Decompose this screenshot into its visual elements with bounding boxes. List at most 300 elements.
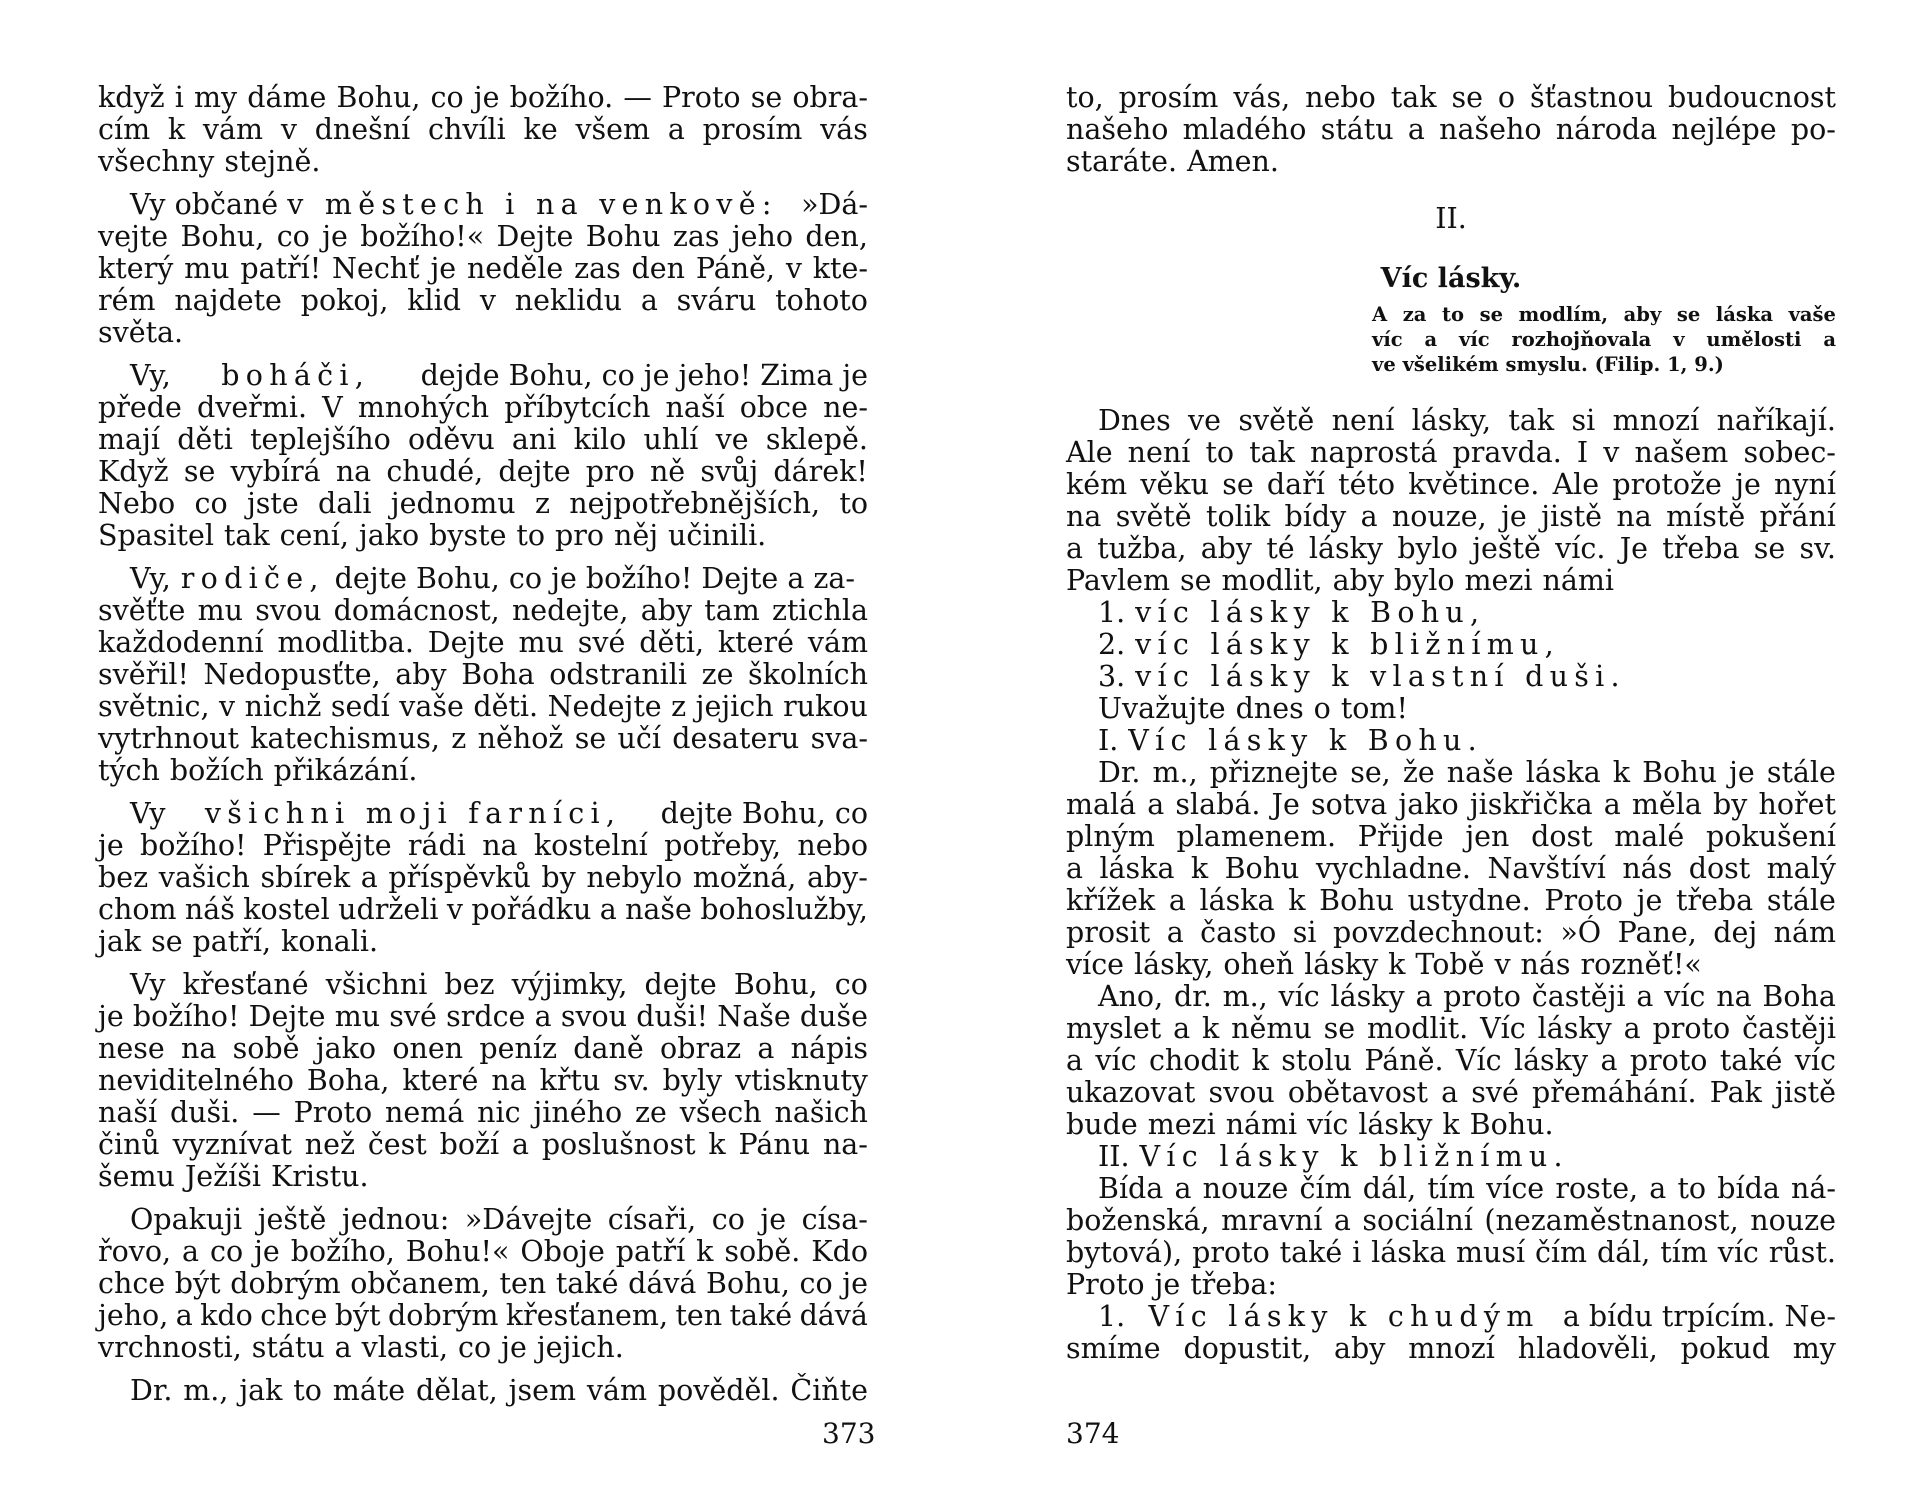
word: my bbox=[194, 81, 238, 114]
word: když bbox=[98, 81, 165, 114]
word: Páně, bbox=[695, 252, 775, 285]
word: k bbox=[1612, 756, 1631, 789]
word: kostelní bbox=[533, 829, 648, 862]
word: »Ó bbox=[1560, 916, 1602, 949]
text-line bbox=[98, 926, 868, 958]
word: jako bbox=[1398, 788, 1459, 821]
word: proto bbox=[1192, 1236, 1270, 1269]
word: občanem, bbox=[350, 1267, 490, 1300]
word: Je bbox=[1271, 788, 1300, 821]
word: k bbox=[1442, 1108, 1460, 1141]
word: a bbox=[1424, 328, 1438, 351]
word: neviditelného bbox=[98, 1064, 294, 1097]
word: ne- bbox=[823, 391, 868, 424]
word: klid bbox=[407, 284, 462, 317]
word: místě bbox=[1666, 500, 1746, 533]
word: pokoj, bbox=[300, 284, 389, 317]
word: a bbox=[1333, 1204, 1351, 1237]
text-line bbox=[98, 969, 868, 1001]
word: proto bbox=[1443, 980, 1521, 1013]
word: chce bbox=[98, 1267, 166, 1300]
word: pověděl. bbox=[657, 1374, 780, 1407]
word: Dejte bbox=[496, 220, 574, 253]
word: v bbox=[1603, 436, 1620, 469]
word: vrchnosti, bbox=[98, 1331, 242, 1364]
word: příbytcích bbox=[504, 391, 651, 424]
word: ná- bbox=[1790, 1172, 1836, 1205]
word: sváru bbox=[676, 284, 757, 317]
text-line bbox=[1066, 693, 1836, 725]
word: dopustit, bbox=[1183, 1332, 1312, 1365]
word: Boha, bbox=[306, 1064, 390, 1097]
word: ze bbox=[701, 658, 734, 691]
word: školních bbox=[748, 658, 868, 691]
text-line bbox=[98, 1375, 868, 1407]
word: také bbox=[1719, 1044, 1783, 1077]
word: — bbox=[623, 81, 652, 114]
word: mají bbox=[98, 423, 160, 456]
word: obraz bbox=[660, 1032, 742, 1065]
word: se bbox=[574, 722, 607, 755]
word: bylo bbox=[1397, 532, 1458, 565]
word: božích bbox=[169, 754, 264, 787]
word: modlit, bbox=[1221, 564, 1323, 597]
word: víc bbox=[1459, 328, 1490, 351]
word: — bbox=[252, 1096, 281, 1129]
word: nás bbox=[1622, 852, 1673, 885]
word: jiného bbox=[533, 1096, 623, 1129]
word: ještě bbox=[1472, 532, 1541, 565]
word: ze bbox=[634, 1096, 667, 1129]
text-fragment: Vy, bbox=[130, 359, 171, 392]
spaced-emphasis: Víc lásky k chudým bbox=[1148, 1300, 1540, 1333]
word: státu bbox=[251, 1331, 325, 1364]
word: tak bbox=[223, 519, 270, 552]
text-fragment: Vy, bbox=[130, 562, 171, 595]
word: z bbox=[671, 690, 687, 723]
word: všech bbox=[679, 1096, 762, 1129]
word: Páně. bbox=[1364, 1044, 1444, 1077]
word: bytová), bbox=[1066, 1236, 1183, 1269]
word: děti bbox=[177, 423, 233, 456]
word: přiznejte bbox=[1209, 756, 1339, 789]
word: z bbox=[451, 722, 467, 755]
word: božího! bbox=[140, 829, 247, 862]
word: nese bbox=[98, 1032, 165, 1065]
word: v bbox=[1673, 328, 1685, 351]
word: než bbox=[304, 1128, 355, 1161]
word: A bbox=[1372, 303, 1388, 326]
word: k bbox=[167, 113, 186, 146]
word: naše bbox=[625, 893, 692, 926]
word: vyznívat bbox=[172, 1128, 292, 1161]
word: tohoto bbox=[775, 284, 868, 317]
word: stále bbox=[1766, 756, 1836, 789]
word: křesťanem, bbox=[505, 1299, 669, 1332]
word: neklidu bbox=[514, 284, 623, 317]
word: za bbox=[1402, 303, 1427, 326]
text-line bbox=[1066, 469, 1836, 501]
word: a bbox=[1066, 1044, 1083, 1077]
word: my bbox=[1792, 1332, 1836, 1365]
spaced-emphasis: rodiče, bbox=[180, 562, 325, 595]
word: ztichla bbox=[771, 594, 868, 627]
word: hořet bbox=[1758, 788, 1836, 821]
word: vás, bbox=[1233, 81, 1291, 114]
word: dejte bbox=[644, 968, 717, 1001]
word: smíme bbox=[1066, 1332, 1161, 1365]
word: víc bbox=[1717, 1236, 1759, 1269]
word: vybírá bbox=[230, 455, 321, 488]
word: Boha bbox=[461, 658, 535, 691]
word: plamenem. bbox=[1176, 820, 1337, 853]
word: srdce bbox=[446, 1000, 526, 1033]
word: každodenní bbox=[98, 626, 264, 659]
word: dává bbox=[628, 1267, 697, 1300]
text-line bbox=[1066, 82, 1836, 114]
word: všem bbox=[575, 113, 651, 146]
word: sva- bbox=[810, 722, 868, 755]
list-item bbox=[1066, 597, 1836, 629]
word: a bbox=[1649, 1172, 1667, 1205]
word: naše bbox=[1446, 756, 1514, 789]
word: svou bbox=[1208, 1076, 1275, 1109]
list-item bbox=[1066, 629, 1836, 661]
word: vtisknuty bbox=[735, 1064, 868, 1097]
word: naší bbox=[98, 1096, 158, 1129]
word: peníz bbox=[479, 1032, 558, 1065]
word: národa bbox=[1555, 113, 1658, 146]
word: Dr. bbox=[130, 1374, 173, 1407]
word: stejně. bbox=[224, 145, 321, 178]
word: co bbox=[276, 220, 310, 253]
text-line bbox=[1066, 114, 1836, 146]
word: pořádku bbox=[471, 893, 592, 926]
word: květince. bbox=[1408, 468, 1540, 501]
word: nejlépe bbox=[1671, 113, 1777, 146]
word: rozhojňovala bbox=[1511, 328, 1652, 351]
word: je bbox=[1729, 756, 1755, 789]
word: k bbox=[1190, 852, 1209, 885]
word: svěřil! bbox=[98, 658, 189, 691]
word: které bbox=[717, 626, 794, 659]
word: vám bbox=[202, 113, 264, 146]
word: není bbox=[1127, 436, 1191, 469]
word: ve bbox=[1372, 353, 1396, 376]
word: Pak bbox=[1709, 1076, 1762, 1109]
word: mezi bbox=[1147, 1108, 1216, 1141]
word: třeba bbox=[1675, 884, 1754, 917]
word: slabá. bbox=[1175, 788, 1261, 821]
word: dej bbox=[1713, 916, 1758, 949]
word: co bbox=[430, 81, 464, 114]
word: bohoslužby, bbox=[700, 893, 868, 926]
word: k bbox=[1201, 1012, 1220, 1045]
word: oděvu bbox=[407, 423, 495, 456]
word: bylo bbox=[1393, 564, 1455, 597]
text-line bbox=[98, 1204, 868, 1236]
word: svěťte bbox=[98, 594, 186, 627]
text-line bbox=[1066, 949, 1836, 981]
text-line bbox=[98, 723, 868, 755]
word: Nebo bbox=[98, 487, 176, 520]
word: a bbox=[182, 1235, 200, 1268]
word: smyslu. bbox=[1505, 353, 1588, 376]
spaced-emphasis: Víc lásky k Bohu. bbox=[1128, 724, 1483, 757]
word: potřeby, bbox=[664, 829, 782, 862]
word: myslet bbox=[1066, 1012, 1162, 1045]
word: němu bbox=[1231, 1012, 1312, 1045]
word: našich bbox=[774, 1096, 868, 1129]
word: lásky bbox=[1358, 1108, 1433, 1141]
word: povzdechnout: bbox=[1333, 916, 1544, 949]
word: nebylo bbox=[586, 861, 683, 894]
word: vám bbox=[586, 1374, 647, 1407]
word: Bohu bbox=[585, 220, 661, 253]
word: pokud bbox=[1680, 1332, 1770, 1365]
word: Bohu!« bbox=[405, 1235, 510, 1268]
word: a bbox=[1066, 532, 1083, 565]
word: ně bbox=[649, 455, 686, 488]
spaced-emphasis: Víc lásky k bližnímu. bbox=[1139, 1140, 1569, 1173]
word: je bbox=[760, 1203, 787, 1236]
word: kte- bbox=[812, 252, 868, 285]
word: onen bbox=[392, 1032, 464, 1065]
word: ani bbox=[511, 423, 557, 456]
epigraph-line bbox=[1372, 327, 1836, 352]
word: tam bbox=[704, 594, 760, 627]
word: našem bbox=[1634, 436, 1729, 469]
word: aby- bbox=[806, 861, 868, 894]
word: mnozí bbox=[1612, 404, 1700, 437]
word: našeho bbox=[1439, 113, 1542, 146]
text-fragment: dejde Bohu, co je jeho! Zima je bbox=[420, 359, 868, 392]
word: je bbox=[473, 81, 500, 114]
word: tolik bbox=[1206, 500, 1271, 533]
text-line bbox=[1066, 1045, 1836, 1077]
text-span bbox=[130, 189, 778, 221]
word: a bbox=[1166, 916, 1184, 949]
word: jsem bbox=[508, 1374, 576, 1407]
word: 1, bbox=[1667, 353, 1688, 376]
word: Ano, bbox=[1098, 980, 1164, 1013]
word: neděle bbox=[466, 252, 564, 285]
word: Proto bbox=[1066, 1268, 1145, 1301]
word: a bbox=[1623, 1012, 1641, 1045]
word: Kristu. bbox=[270, 1160, 369, 1193]
text-line bbox=[98, 189, 868, 221]
word: lásky bbox=[1513, 1044, 1589, 1077]
word: aby bbox=[1623, 303, 1662, 326]
text-line bbox=[1066, 1109, 1836, 1141]
word: pravda. bbox=[1452, 436, 1562, 469]
text-line bbox=[1066, 146, 1836, 178]
word: Přijde bbox=[1357, 820, 1444, 853]
word: Dejte bbox=[427, 626, 505, 659]
word: své bbox=[577, 626, 626, 659]
word: 9.) bbox=[1694, 353, 1724, 376]
word: na bbox=[1716, 980, 1752, 1013]
word: dost bbox=[1531, 820, 1593, 853]
word: budoucnost bbox=[1668, 81, 1836, 114]
word: na bbox=[482, 829, 518, 862]
word: Proto bbox=[1544, 884, 1623, 917]
word: jejich. bbox=[536, 1331, 624, 1364]
word: často bbox=[1200, 916, 1277, 949]
word: to bbox=[1442, 303, 1465, 326]
word: božího!« bbox=[360, 220, 485, 253]
text-line bbox=[98, 285, 868, 317]
word: i bbox=[174, 81, 184, 114]
page-number: 374 bbox=[1066, 1417, 1120, 1450]
word: musí bbox=[1455, 1236, 1526, 1269]
text-line bbox=[1066, 1269, 1836, 1301]
word: té bbox=[1266, 532, 1295, 565]
word: Spasitel bbox=[98, 519, 214, 552]
word: a bbox=[334, 1331, 352, 1364]
spaced-emphasis: víc lásky k vlastní duši. bbox=[1135, 660, 1626, 693]
word: by bbox=[541, 861, 576, 894]
word: bez bbox=[98, 861, 149, 894]
word: mnohých bbox=[357, 391, 490, 424]
word: Bohu, bbox=[336, 81, 421, 114]
list-number: 2. bbox=[1098, 628, 1126, 661]
word: děti. bbox=[473, 690, 539, 723]
word: třeba bbox=[1662, 532, 1740, 565]
word: duše bbox=[799, 1000, 868, 1033]
word: mu bbox=[197, 594, 243, 627]
word: k bbox=[1251, 1044, 1269, 1077]
word: protože bbox=[1612, 468, 1722, 501]
word: Bohu. bbox=[1469, 1108, 1554, 1141]
word: činů bbox=[98, 1128, 160, 1161]
word: a bbox=[599, 893, 617, 926]
word: lásky bbox=[1330, 980, 1405, 1013]
word: jeho, bbox=[98, 1299, 169, 1332]
word: Amen. bbox=[1187, 145, 1279, 178]
word: se bbox=[1676, 303, 1701, 326]
list-number: 3. bbox=[1098, 660, 1126, 693]
word: třeba: bbox=[1190, 1268, 1277, 1301]
word: Víc bbox=[1480, 1012, 1526, 1045]
subheading-number: II. bbox=[1098, 1140, 1130, 1173]
word: a bbox=[640, 284, 658, 317]
word: také bbox=[729, 1299, 793, 1332]
spaced-emphasis: víc lásky k Bohu, bbox=[1135, 596, 1486, 629]
word: si bbox=[1571, 404, 1596, 437]
word: vám bbox=[807, 626, 868, 659]
word: ustydne. bbox=[1407, 884, 1531, 917]
word: Pánu bbox=[738, 1128, 811, 1161]
word: sociální bbox=[1362, 1204, 1473, 1237]
word: aby bbox=[1332, 564, 1384, 597]
text-line bbox=[1066, 853, 1836, 885]
word: a bbox=[1441, 1076, 1459, 1109]
page-number: 373 bbox=[822, 1417, 876, 1450]
word: křížek bbox=[1066, 884, 1156, 917]
word: patří! bbox=[240, 252, 322, 285]
word: nedejte, bbox=[511, 594, 629, 627]
word: ještě bbox=[257, 1203, 327, 1236]
word: a bbox=[1168, 884, 1186, 917]
text-line bbox=[1066, 757, 1836, 789]
word: bída bbox=[1717, 1172, 1780, 1205]
text-fragment: »Dá- bbox=[801, 188, 868, 221]
word: vychladne. bbox=[1315, 852, 1471, 885]
word: mladého bbox=[1182, 113, 1307, 146]
word: obětavost bbox=[1287, 1076, 1428, 1109]
word: lásky bbox=[1308, 532, 1384, 565]
word: nemá bbox=[385, 1096, 465, 1129]
text-line bbox=[98, 659, 868, 691]
word: modlím, bbox=[1518, 303, 1609, 326]
word: a bbox=[1415, 980, 1433, 1013]
word: o bbox=[1313, 692, 1331, 725]
word: vlasti, bbox=[361, 1331, 449, 1364]
word: naříkají. bbox=[1716, 404, 1836, 437]
word: jednomu bbox=[390, 487, 516, 520]
word: v bbox=[219, 690, 236, 723]
word: rozněť!« bbox=[1580, 948, 1702, 981]
text-line bbox=[1066, 1077, 1836, 1109]
word: boženská, bbox=[1066, 1204, 1210, 1237]
text-line bbox=[1066, 405, 1836, 437]
word: a bbox=[1600, 1044, 1618, 1077]
word: malý bbox=[1766, 852, 1836, 885]
word: co bbox=[711, 1203, 745, 1236]
text-line bbox=[98, 520, 868, 552]
word: dělat, bbox=[416, 1374, 498, 1407]
list-number: 1. bbox=[1098, 596, 1126, 629]
word: láska bbox=[1099, 852, 1175, 885]
text-line bbox=[98, 1300, 868, 1332]
word: v bbox=[1494, 948, 1511, 981]
word: I bbox=[1576, 436, 1589, 469]
word: dává bbox=[799, 1299, 868, 1332]
word: sklepě. bbox=[765, 423, 868, 456]
word: Proto bbox=[293, 1096, 373, 1129]
word: Pavlem bbox=[1066, 564, 1170, 597]
text-line bbox=[1066, 1237, 1836, 1269]
word: děti, bbox=[639, 626, 705, 659]
word: tužba, bbox=[1097, 532, 1187, 565]
word: náš bbox=[184, 893, 235, 926]
text-line bbox=[98, 146, 868, 178]
word: aby bbox=[395, 658, 447, 691]
word: máte bbox=[332, 1374, 406, 1407]
text-line bbox=[1066, 1333, 1836, 1365]
word: to bbox=[1677, 1172, 1707, 1205]
word: láska bbox=[1715, 303, 1773, 326]
word: vaše bbox=[399, 690, 464, 723]
word: to bbox=[1205, 436, 1235, 469]
word: »Dávejte bbox=[464, 1203, 593, 1236]
word: Nedopusťte, bbox=[203, 658, 381, 691]
word: mezi bbox=[1464, 564, 1533, 597]
word: kilo bbox=[573, 423, 627, 456]
word: nouze, bbox=[1391, 500, 1487, 533]
word: přání bbox=[1759, 500, 1836, 533]
word: šemu bbox=[98, 1160, 175, 1193]
word: světě bbox=[1238, 404, 1315, 437]
word: a bbox=[534, 1000, 552, 1033]
word: křtu bbox=[539, 1064, 601, 1097]
word: Tobě bbox=[1415, 948, 1485, 981]
word: dejte bbox=[498, 455, 571, 488]
word: a bbox=[667, 113, 685, 146]
word: Naše bbox=[717, 1000, 791, 1033]
text-line bbox=[1066, 501, 1836, 533]
